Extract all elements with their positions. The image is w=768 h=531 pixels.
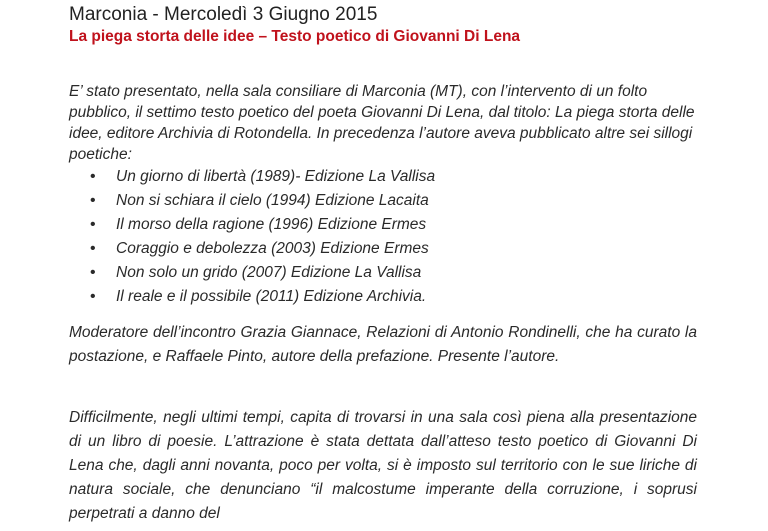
- bullet-icon: •: [90, 216, 96, 233]
- bullet-icon: •: [90, 240, 96, 257]
- work-title: Non si schiara il cielo (1994) Edizione Lacaita: [116, 192, 429, 209]
- article-dateline: Marconia - Mercoledì 3 Giugno 2015: [69, 4, 378, 25]
- list-item: [69, 261, 435, 285]
- work-title: Un giorno di libertà (1989)- Edizione La Vallisa: [116, 168, 436, 185]
- bullet-icon: •: [90, 288, 96, 305]
- list-item: [69, 237, 435, 261]
- moderator-paragraph: Moderatore dell’incontro Grazia Giannace, Relazioni di Antonio Rondinelli, che ha curato la postazione, e Raffaele Pinto, autore della prefazione. Presente l’autore.: [69, 324, 697, 365]
- article-headline: La piega storta delle idee – Testo poetico di Giovanni Di Lena: [69, 28, 521, 45]
- works-list: [69, 165, 435, 309]
- list-item: [69, 165, 435, 189]
- body-paragraph: Difficilmente, negli ultimi tempi, capita di trovarsi in una sala così piena alla presentazione di un libro di poesie. L’attrazione è stata dettata dall’atteso testo poetico di Giovanni Di Lena che, dagli anni novanta, poco per volta, si è imposto sul territorio con le sue liriche di natura sociale, che denunciano “il malcostume imperante della corruzione, i soprusi perpetrati a danno del: [69, 409, 697, 522]
- work-title: Il morso della ragione (1996) Edizione Ermes: [116, 216, 427, 233]
- work-title: Non solo un grido (2007) Edizione La Vallisa: [116, 264, 422, 281]
- intro-paragraph: E’ stato presentato, nella sala consiliare di Marconia (MT), con l’intervento di un folto pubblico, il settimo testo poetico del poeta Giovanni Di Lena, dal titolo: La piega storta delle idee, editore Archivia di Rotondella. In precedenza l’autore aveva pubblicato altre sei sillogi poetiche:: [69, 83, 695, 163]
- list-item: [69, 189, 435, 213]
- bullet-icon: •: [90, 192, 96, 209]
- bullet-icon: •: [90, 168, 96, 185]
- work-title: Coraggio e debolezza (2003) Edizione Ermes: [116, 240, 429, 257]
- list-item: [69, 213, 435, 237]
- list-item: [69, 285, 435, 309]
- bullet-icon: •: [90, 264, 96, 281]
- work-title: Il reale e il possibile (2011) Edizione Archivia.: [116, 288, 427, 305]
